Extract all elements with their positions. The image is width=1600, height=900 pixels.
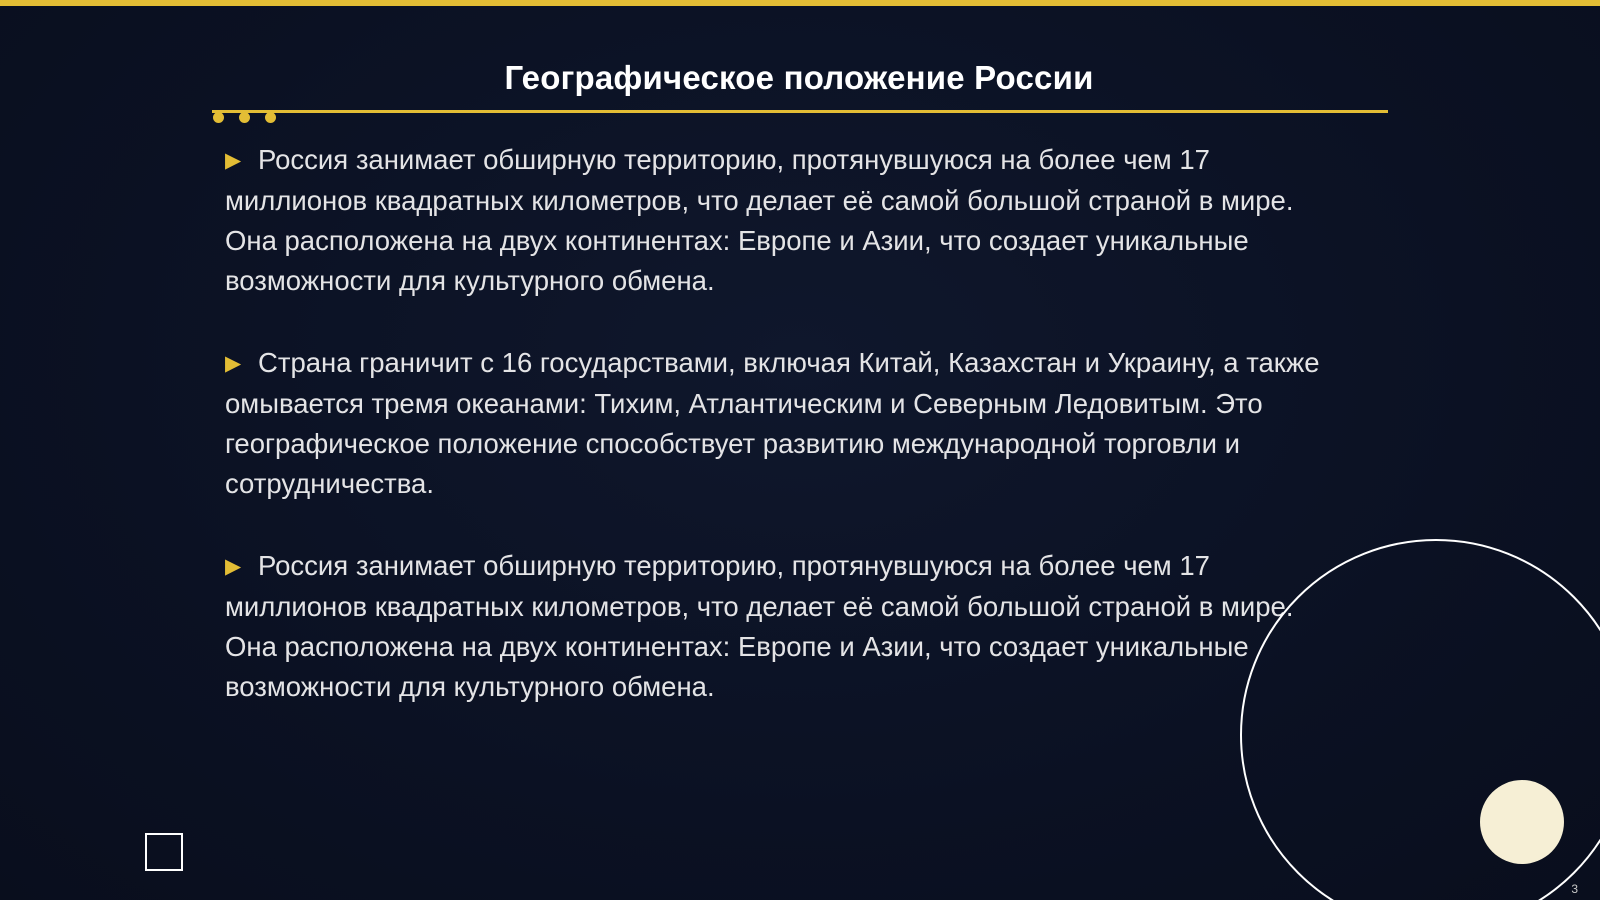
title-underline <box>212 110 1388 113</box>
decorative-square-outline <box>145 833 183 871</box>
triangle-right-icon: ▶ <box>225 149 242 172</box>
bullet-text: Россия занимает обширную территорию, протянувшуюся на более чем 17 миллионов квадратных километров, что делает её самой большой страной в мире. Она расположена на двух континентах: Европе и Азии, что создает уникальные возможности для культурного обмена. <box>225 550 1294 702</box>
slide-title: Географическое положение России <box>504 59 1094 96</box>
page-number: 3 <box>1571 882 1578 896</box>
bullet-text: Россия занимает обширную территорию, протянувшуюся на более чем 17 миллионов квадратных километров, что делает её самой большой страной в мире. Она расположена на двух континентах: Европе и Азии, что создает уникальные возможности для культурного обмена. <box>225 144 1294 296</box>
top-accent-bar <box>0 0 1600 6</box>
triangle-right-icon: ▶ <box>225 555 242 578</box>
decorative-circle-filled <box>1480 780 1564 864</box>
bullet-item <box>225 546 1345 707</box>
bullet-text: Страна граничит с 16 государствами, включая Китай, Казахстан и Украину, а также омывается тремя океанами: Тихим, Атлантическим и Северным Ледовитым. Это географическое положение способствует развитию международной торговли и сотрудничества. <box>225 347 1320 499</box>
bullet-list <box>225 140 1345 749</box>
bullet-item <box>225 140 1345 301</box>
decorative-dot <box>213 112 224 123</box>
triangle-right-icon: ▶ <box>225 352 242 375</box>
decorative-dot <box>239 112 250 123</box>
decorative-dot <box>265 112 276 123</box>
bullet-item <box>225 343 1345 504</box>
